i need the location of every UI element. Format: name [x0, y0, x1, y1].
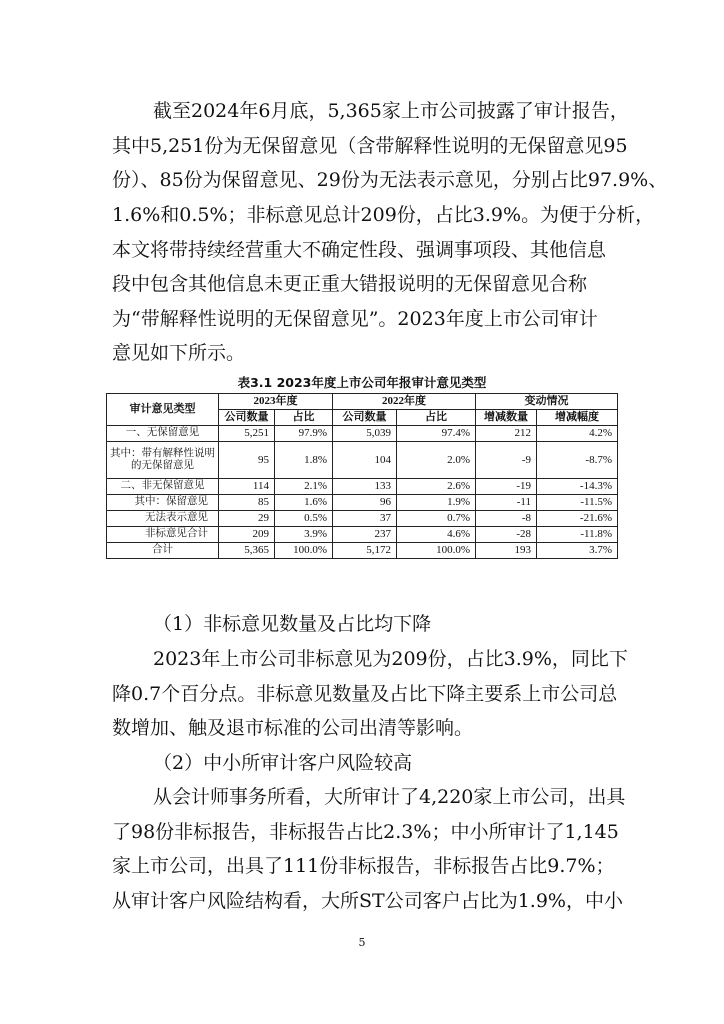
cell-count-2022: 5,172	[333, 543, 397, 559]
row-label: 一、无保留意见	[107, 426, 219, 442]
cell-share-2023: 0.5%	[275, 511, 333, 527]
cell-share-2023: 97.9%	[275, 426, 333, 442]
section2-line: 从审计客户风险结构看，大所ST公司客户占比为1.9%，中小	[112, 890, 623, 912]
cell-delta-pct: -11.8%	[537, 527, 618, 543]
cell-share-2023: 1.8%	[275, 442, 333, 479]
header-count-2022: 公司数量	[333, 410, 397, 426]
cell-count-2022: 96	[333, 495, 397, 511]
cell-count-2023: 114	[219, 479, 275, 495]
cell-delta-pct: -8.7%	[537, 442, 618, 479]
intro-line: 截至2024年6月底，5,365家上市公司披露了审计报告，	[153, 100, 629, 122]
intro-line: 意见如下所示。	[112, 342, 246, 364]
header-2023: 2023年度	[219, 394, 333, 410]
cell-count-2022: 5,039	[333, 426, 397, 442]
cell-delta-pct: -21.6%	[537, 511, 618, 527]
cell-count-2022: 37	[333, 511, 397, 527]
intro-line: 段中包含其他信息未更正重大错报说明的无保留意见合称	[112, 273, 588, 295]
row-label: 无法表示意见	[107, 511, 219, 527]
section1-line: 数增加、触及退市标准的公司出清等影响。	[112, 717, 474, 739]
cell-share-2023: 2.1%	[275, 479, 333, 495]
cell-delta: 193	[476, 543, 537, 559]
cell-count-2023: 5,251	[219, 426, 275, 442]
cell-share-2023: 1.6%	[275, 495, 333, 511]
cell-share-2022: 0.7%	[397, 511, 476, 527]
intro-line: 其中5,251份为无保留意见（含带解释性说明的无保留意见95	[112, 135, 628, 157]
cell-delta: -19	[476, 479, 537, 495]
cell-count-2023: 85	[219, 495, 275, 511]
cell-delta: 212	[476, 426, 537, 442]
cell-delta-pct: 4.2%	[537, 426, 618, 442]
table-row	[107, 426, 618, 442]
header-change: 变动情况	[476, 394, 618, 410]
table-row	[107, 511, 618, 527]
cell-count-2022: 237	[333, 527, 397, 543]
section1-line: 2023年上市公司非标意见为209份，占比3.9%，同比下	[153, 648, 628, 670]
table-row	[107, 442, 618, 479]
cell-count-2023: 29	[219, 511, 275, 527]
section1-line: 降0.7个百分点。非标意见数量及占比下降主要系上市公司总	[112, 683, 618, 705]
table-caption: 表3.1 2023年度上市公司年报审计意见类型	[237, 375, 487, 390]
header-opinion-type: 审计意见类型	[107, 394, 219, 426]
table-row	[107, 495, 618, 511]
header-delta: 增减数量	[476, 410, 537, 426]
cell-count-2022: 133	[333, 479, 397, 495]
cell-delta-pct: -11.5%	[537, 495, 618, 511]
row-label: 其中：带有解释性说明的无保留意见	[107, 442, 219, 479]
cell-count-2023: 209	[219, 527, 275, 543]
cell-delta: -28	[476, 527, 537, 543]
section2-line: 家上市公司，出具了111份非标报告，非标报告占比9.7%；	[112, 855, 615, 877]
cell-delta: -9	[476, 442, 537, 479]
row-label: 其中：保留意见	[107, 495, 219, 511]
section-heading-2: （2）中小所审计客户风险较高	[153, 752, 413, 774]
cell-count-2023: 5,365	[219, 543, 275, 559]
intro-line: 1.6%和0.5%；非标意见总计209份，占比3.9%。为便于分析，	[112, 204, 655, 226]
table-row	[107, 527, 618, 543]
header-2022: 2022年度	[333, 394, 476, 410]
cell-share-2022: 100.0%	[397, 543, 476, 559]
audit-opinion-table	[106, 393, 618, 559]
table-row	[107, 543, 618, 559]
header-share-2022: 占比	[397, 410, 476, 426]
row-label: 合计	[107, 543, 219, 559]
cell-count-2023: 95	[219, 442, 275, 479]
section2-line: 从会计师事务所看，大所审计了4,220家上市公司，出具	[153, 786, 626, 808]
cell-share-2022: 2.6%	[397, 479, 476, 495]
intro-line: 份）、85份为保留意见、29份为无法表示意见，分别占比97.9%、	[112, 169, 668, 191]
intro-line: 为“带解释性说明的无保留意见”。2023年度上市公司审计	[112, 308, 598, 330]
cell-share-2023: 3.9%	[275, 527, 333, 543]
section-heading-1: （1）非标意见数量及占比均下降	[153, 613, 432, 635]
header-share-2023: 占比	[275, 410, 333, 426]
cell-count-2022: 104	[333, 442, 397, 479]
intro-line: 本文将带持续经营重大不确定性段、强调事项段、其他信息	[112, 239, 607, 261]
cell-share-2023: 100.0%	[275, 543, 333, 559]
cell-share-2022: 4.6%	[397, 527, 476, 543]
header-count-2023: 公司数量	[219, 410, 275, 426]
cell-share-2022: 2.0%	[397, 442, 476, 479]
cell-delta: -11	[476, 495, 537, 511]
cell-delta-pct: -14.3%	[537, 479, 618, 495]
row-label: 非标意见合计	[107, 527, 219, 543]
cell-delta: -8	[476, 511, 537, 527]
cell-share-2022: 97.4%	[397, 426, 476, 442]
cell-delta-pct: 3.7%	[537, 543, 618, 559]
row-label: 二、非无保留意见	[107, 479, 219, 495]
section2-line: 了98份非标报告，非标报告占比2.3%；中小所审计了1,145	[112, 821, 619, 843]
cell-share-2022: 1.9%	[397, 495, 476, 511]
page-number: 5	[358, 936, 366, 949]
header-delta-pct: 增减幅度	[537, 410, 618, 426]
table-row	[107, 479, 618, 495]
